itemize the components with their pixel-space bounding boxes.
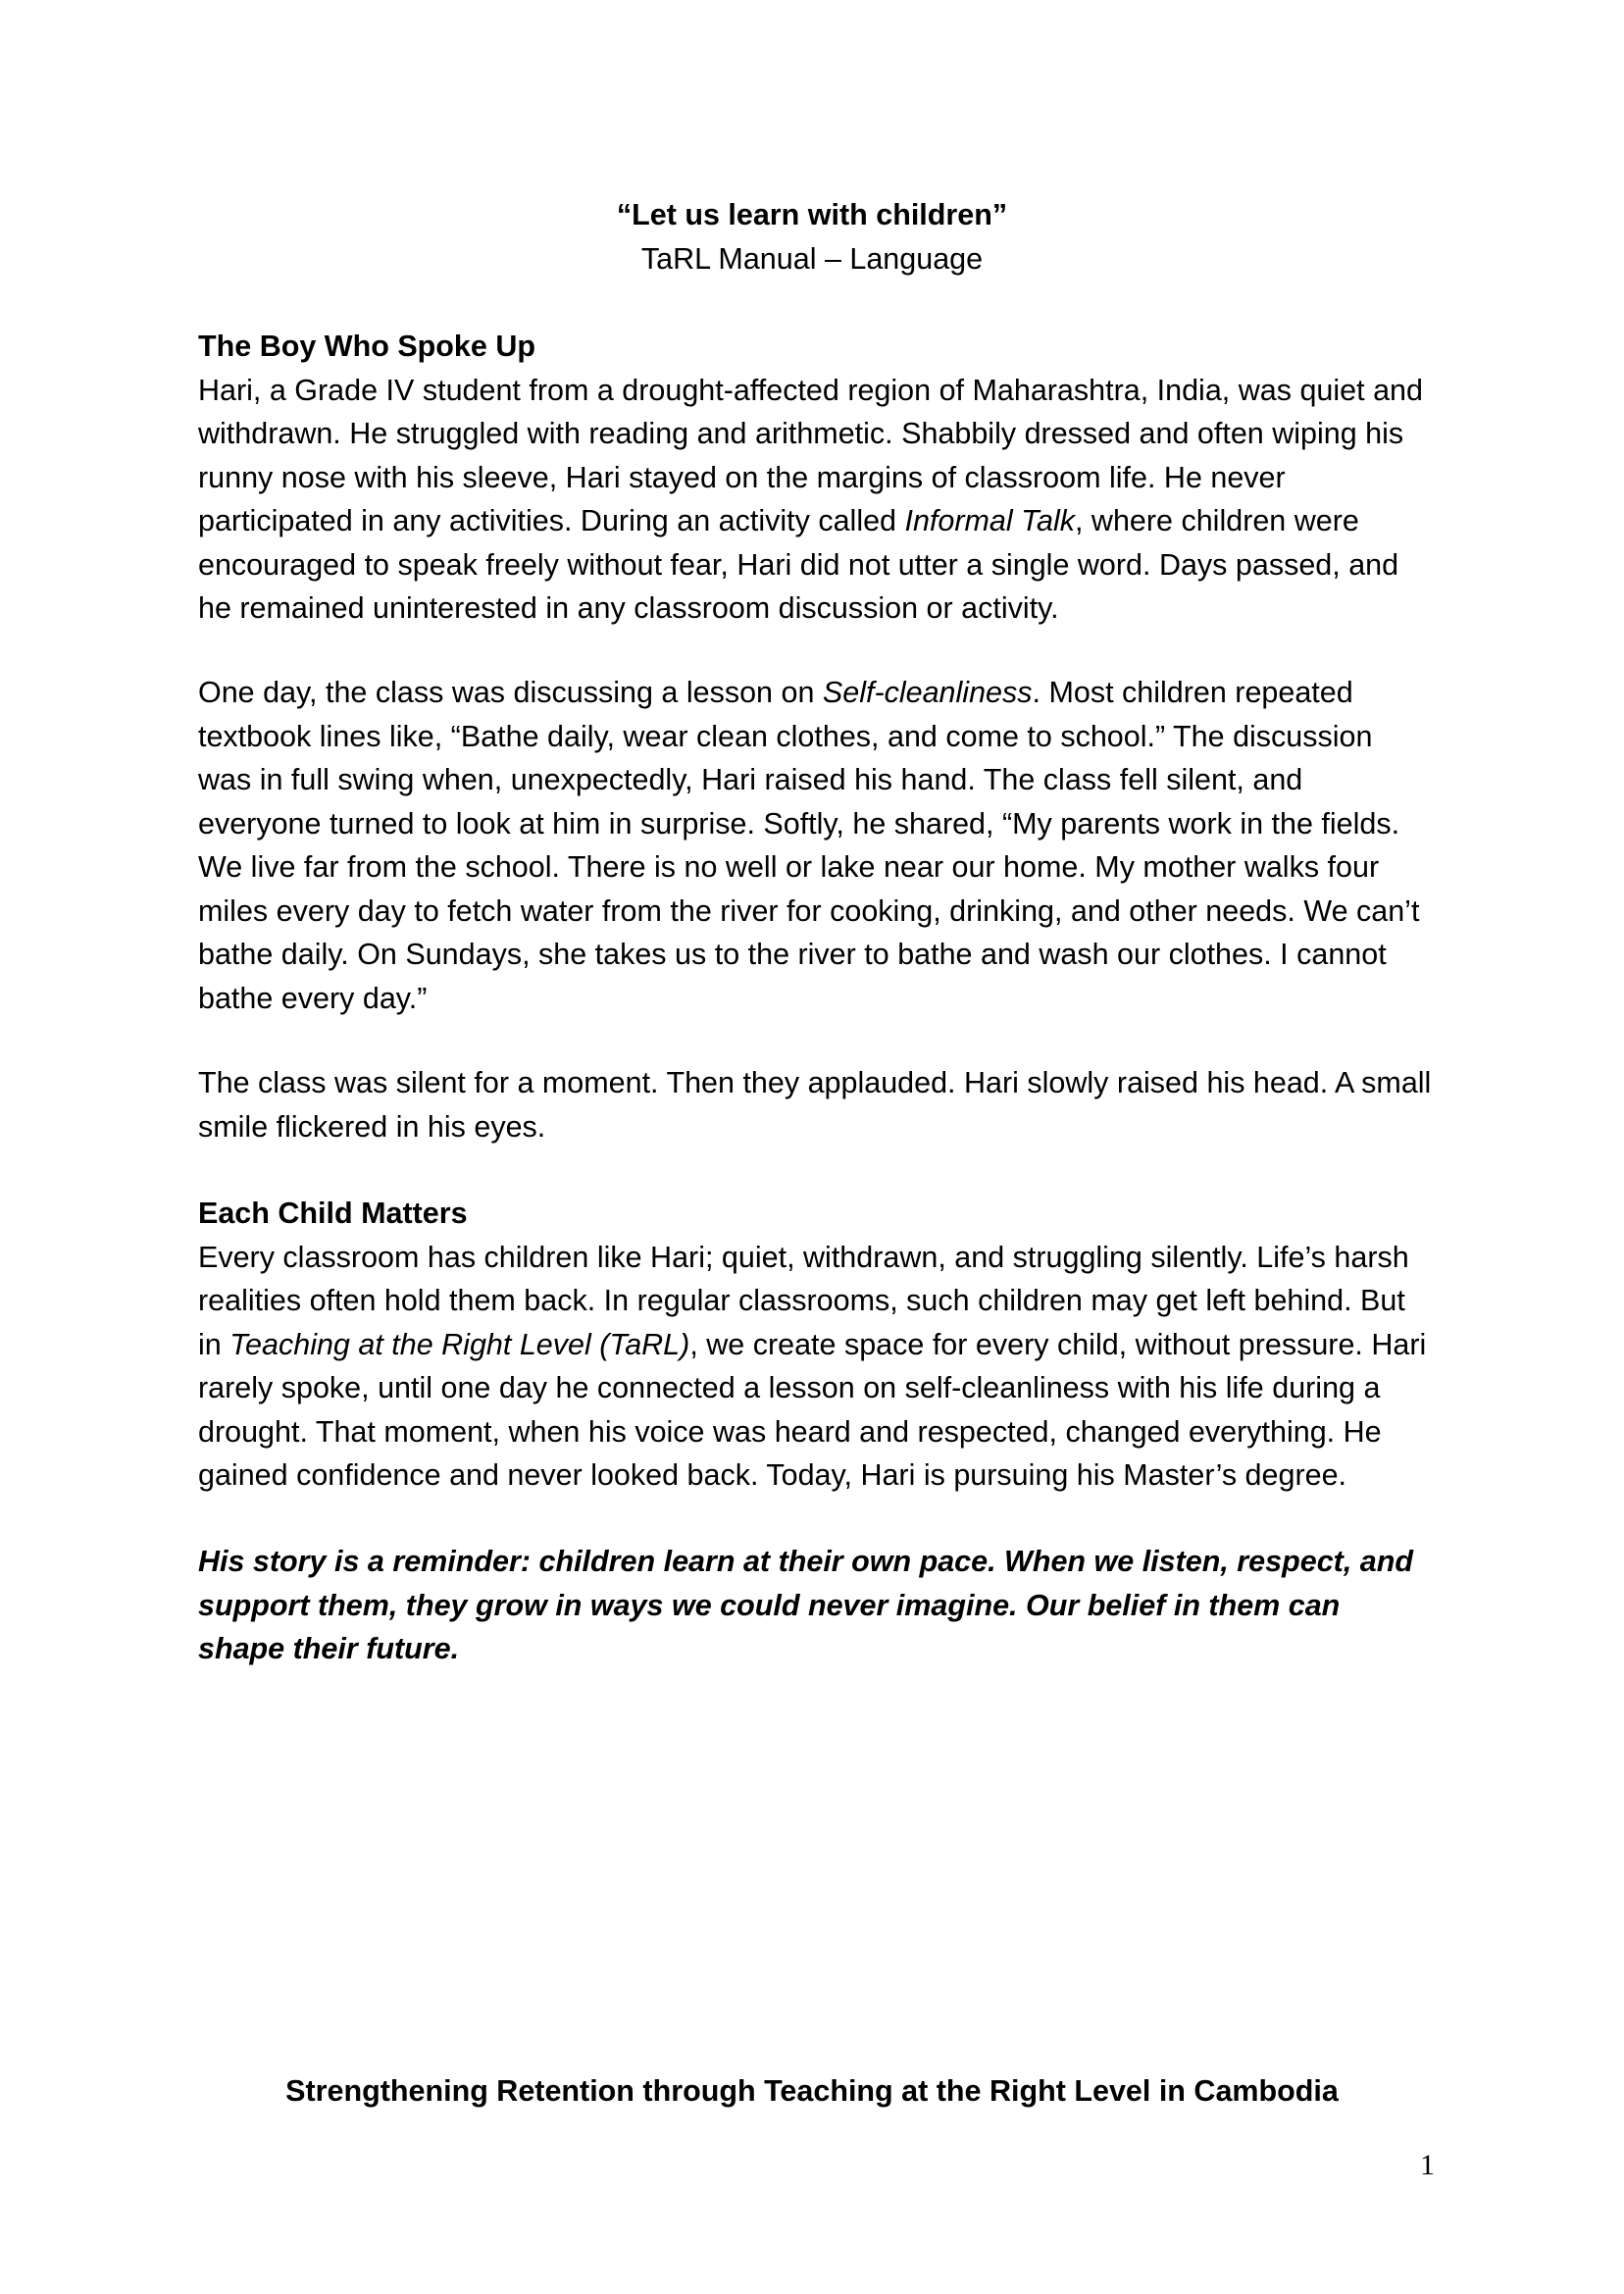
section-boy-paragraph-3	[198, 1061, 1434, 1148]
section-heading: The Boy Who Spoke Up	[198, 330, 535, 363]
paragraph	[198, 369, 1434, 631]
paragraph-text: Hari, a Grade IV student from a drought-affected region of Maharashtra, India, was quiet and withdrawn. He struggled with reading and arithmetic. Shabbily dressed and often wiping his runny nose with his sleeve, Hari stayed on the margins of classroom life. He never participated in any activities. During an activity called	[198, 373, 1423, 537]
closing-statement	[198, 1540, 1434, 1671]
paragraph-text: . Most children repeated textbook lines like, “Bathe daily, wear clean clothes, and come to school.” The discussion was in full swing when, unexpectedly, Hari raised his hand. The class fell silent, and everyone turned to look at him in surprise. Softly, he shared, “My parents work in the fields. We live far from the school. There is no well or lake near our home. My mother walks four miles every day to fetch water from the river for cooking, drinking, and other needs. We can’t bathe daily. On Sundays, she takes us to the river to bathe and wash our clothes. I cannot bathe every day.”	[198, 676, 1420, 1015]
paragraph-text: One day, the class was discussing a lesson on	[198, 676, 823, 709]
document-title: “Let us learn with children”	[616, 198, 1008, 231]
paragraph	[198, 1236, 1434, 1498]
document-subtitle: TaRL Manual – Language	[640, 241, 984, 276]
paragraph-text: , we create space for every child, without pressure. Hari rarely spoke, until one day he connected a lesson on self-cleanliness with his life during a drought. That moment, when his voice was heard and respected, changed everything. He gained confidence and never looked back. Today, Hari is pursuing his Master’s degree.	[198, 1327, 1427, 1492]
paragraph: The class was silent for a moment. Then they applauded. Hari slowly raised his head. A small smile flickered in his eyes.	[198, 1066, 1432, 1144]
section-heading: Each Child Matters	[198, 1197, 468, 1230]
page-number: 1	[1420, 2149, 1435, 2181]
footer-text: Strengthening Retention through Teaching at the Right Level in Cambodia	[285, 2074, 1339, 2108]
emphasis-text: Informal Talk	[904, 504, 1075, 537]
emphasis-text: Teaching at the Right Level (TaRL)	[229, 1327, 690, 1361]
paragraph	[198, 671, 1434, 1020]
title-block	[0, 193, 1624, 280]
paragraph-text: Every classroom has children like Hari; quiet, withdrawn, and struggling silently. Life’s harsh realities often hold them back. In regular classrooms, such children may get left behind. But in	[198, 1240, 1409, 1361]
closing-text: His story is a reminder: children learn at their own pace. When we listen, respect, and support them, they grow in ways we could never imagine. Our belief in them can shape their future.	[198, 1545, 1413, 1665]
section-boy-paragraph-2	[198, 671, 1434, 1020]
paragraph-text: , where children were encouraged to speak freely without fear, Hari did not utter a single word. Days passed, and he remained uninterested in any classroom discussion or activity.	[198, 504, 1399, 625]
section-boy-who-spoke-up	[198, 325, 1434, 631]
emphasis-text: Self-cleanliness	[822, 676, 1033, 709]
section-each-child-matters	[198, 1192, 1434, 1498]
